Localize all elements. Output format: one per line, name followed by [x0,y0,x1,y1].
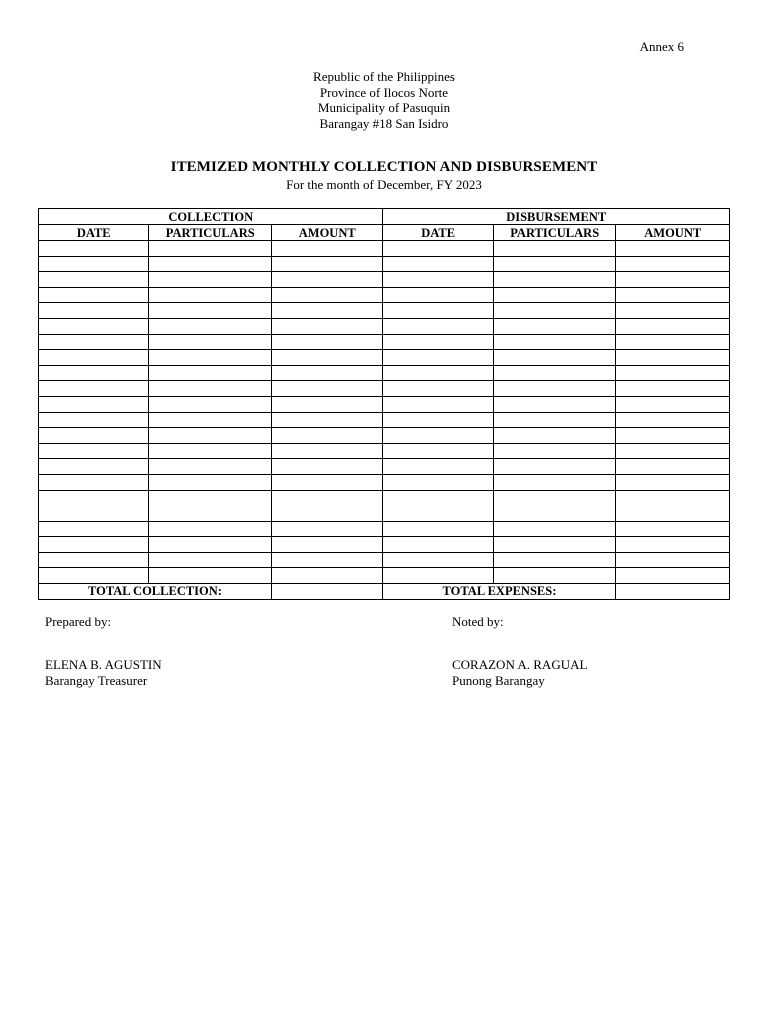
disbursement-amount-cell[interactable] [616,350,730,366]
table-row [39,443,730,459]
collection-particulars-cell[interactable] [149,521,272,537]
collection-amount-cell[interactable] [271,350,382,366]
collection-amount-cell[interactable] [271,365,382,381]
collection-particulars-cell[interactable] [149,552,272,568]
disbursement-date-cell[interactable] [383,459,493,475]
collection-date-cell[interactable] [39,537,149,553]
collection-particulars-cell[interactable] [149,428,272,444]
disbursement-particulars-cell[interactable] [493,521,616,537]
disbursement-date-cell[interactable] [383,303,493,319]
noted-by-name: CORAZON A. RAGUAL [452,657,588,672]
collection-date-cell[interactable] [39,428,149,444]
collection-disbursement-table [38,208,730,600]
disbursement-date-cell[interactable] [383,443,493,459]
disbursement-date-cell[interactable] [383,256,493,272]
collection-date-cell[interactable] [39,381,149,397]
disbursement-particulars-cell[interactable] [493,412,616,428]
disbursement-date-cell[interactable] [383,428,493,444]
table-row [39,396,730,412]
disbursement-date-cell[interactable] [383,490,493,521]
table-row [39,568,730,584]
table-row [39,256,730,272]
table-row [39,241,730,257]
collection-particulars-cell[interactable] [149,272,272,288]
disbursement-amount-cell[interactable] [616,396,730,412]
disbursement-particulars-cell[interactable] [493,568,616,584]
disbursement-date-cell[interactable] [383,412,493,428]
disbursement-amount-cell[interactable] [616,241,730,257]
disbursement-amount-cell[interactable] [616,303,730,319]
disbursement-date-cell[interactable] [383,272,493,288]
table-row [39,474,730,490]
disbursement-amount-cell[interactable] [616,521,730,537]
disbursement-particulars-cell[interactable] [493,303,616,319]
table-row [39,303,730,319]
collection-amount-cell[interactable] [271,318,382,334]
disbursement-date-cell[interactable] [383,334,493,350]
col-header-collection-amount: AMOUNT [271,225,382,241]
column-header-row [39,225,730,241]
collection-amount-cell[interactable] [271,412,382,428]
disbursement-particulars-cell[interactable] [493,334,616,350]
disbursement-particulars-cell[interactable] [493,459,616,475]
document-title: ITEMIZED MONTHLY COLLECTION AND DISBURSEMENT [170,159,598,175]
collection-particulars-cell[interactable] [149,241,272,257]
prepared-by-label: Prepared by: [45,614,112,629]
disbursement-date-cell[interactable] [383,318,493,334]
collection-amount-cell[interactable] [271,256,382,272]
disbursement-amount-cell[interactable] [616,490,730,521]
collection-amount-cell[interactable] [271,490,382,521]
collection-date-cell[interactable] [39,318,149,334]
collection-particulars-cell[interactable] [149,287,272,303]
collection-particulars-cell[interactable] [149,381,272,397]
collection-amount-cell[interactable] [271,552,382,568]
collection-particulars-cell[interactable] [149,318,272,334]
disbursement-particulars-cell[interactable] [493,241,616,257]
collection-particulars-cell[interactable] [149,396,272,412]
noted-by-title: Punong Barangay [452,673,545,688]
disbursement-particulars-cell[interactable] [493,428,616,444]
col-header-collection-particulars: PARTICULARS [149,225,272,241]
collection-date-cell[interactable] [39,443,149,459]
group-header-row [39,209,730,225]
disbursement-particulars-cell[interactable] [493,537,616,553]
collection-date-cell[interactable] [39,272,149,288]
document-subtitle: For the month of December, FY 2023 [286,177,482,192]
disbursement-particulars-cell[interactable] [493,272,616,288]
collection-particulars-cell[interactable] [149,412,272,428]
letterhead-barangay: Barangay #18 San Isidro [319,115,449,131]
noted-by-signatory [452,657,587,689]
disbursement-amount-cell[interactable] [616,365,730,381]
disbursement-amount-cell[interactable] [616,537,730,553]
col-header-disbursement-particulars: PARTICULARS [493,225,616,241]
disbursement-amount-cell[interactable] [616,443,730,459]
disbursement-particulars-cell[interactable] [493,287,616,303]
table-row [39,318,730,334]
collection-group-header: COLLECTION [39,209,383,225]
table-row [39,287,730,303]
collection-amount-cell[interactable] [271,474,382,490]
collection-date-cell[interactable] [39,459,149,475]
collection-amount-cell[interactable] [271,537,382,553]
disbursement-amount-cell[interactable] [616,287,730,303]
disbursement-group-header: DISBURSEMENT [383,209,730,225]
collection-date-cell[interactable] [39,412,149,428]
disbursement-particulars-cell[interactable] [493,396,616,412]
collection-particulars-cell[interactable] [149,490,272,521]
disbursement-particulars-cell[interactable] [493,490,616,521]
collection-amount-cell[interactable] [271,381,382,397]
collection-date-cell[interactable] [39,287,149,303]
disbursement-amount-cell[interactable] [616,272,730,288]
disbursement-particulars-cell[interactable] [493,381,616,397]
collection-particulars-cell[interactable] [149,537,272,553]
prepared-by-signatory [45,657,162,689]
collection-date-cell[interactable] [39,303,149,319]
collection-date-cell[interactable] [39,241,149,257]
table-row [39,381,730,397]
table-row [39,459,730,475]
disbursement-date-cell[interactable] [383,381,493,397]
collection-amount-cell[interactable] [271,568,382,584]
disbursement-amount-cell[interactable] [616,474,730,490]
disbursement-particulars-cell[interactable] [493,365,616,381]
disbursement-amount-cell[interactable] [616,428,730,444]
disbursement-amount-cell[interactable] [616,459,730,475]
table-row [39,334,730,350]
total-expenses-label: TOTAL EXPENSES: [383,583,616,599]
disbursement-particulars-cell[interactable] [493,552,616,568]
collection-amount-cell[interactable] [271,428,382,444]
disbursement-date-cell[interactable] [383,568,493,584]
collection-date-cell[interactable] [39,365,149,381]
table-row [39,521,730,537]
collection-amount-cell[interactable] [271,272,382,288]
table-row [39,272,730,288]
disbursement-date-cell[interactable] [383,241,493,257]
disbursement-date-cell[interactable] [383,287,493,303]
letterhead [0,69,768,131]
collection-particulars-cell[interactable] [149,334,272,350]
collection-amount-cell[interactable] [271,334,382,350]
collection-particulars-cell[interactable] [149,256,272,272]
table-body [39,241,730,584]
collection-amount-cell[interactable] [271,443,382,459]
collection-particulars-cell[interactable] [149,459,272,475]
disbursement-amount-cell[interactable] [616,552,730,568]
disbursement-particulars-cell[interactable] [493,443,616,459]
disbursement-date-cell[interactable] [383,552,493,568]
totals-row [39,583,730,599]
table-row [39,365,730,381]
collection-amount-cell[interactable] [271,459,382,475]
collection-particulars-cell[interactable] [149,350,272,366]
letterhead-municipality: Municipality of Pasuquin [317,100,451,115]
collection-date-cell[interactable] [39,256,149,272]
total-expenses-cell[interactable] [616,583,730,599]
disbursement-amount-cell[interactable] [616,334,730,350]
collection-date-cell[interactable] [39,350,149,366]
disbursement-amount-cell[interactable] [616,256,730,272]
collection-particulars-cell[interactable] [149,568,272,584]
collection-amount-cell[interactable] [271,521,382,537]
collection-date-cell[interactable] [39,396,149,412]
disbursement-particulars-cell[interactable] [493,350,616,366]
annex-label: Annex 6 [639,39,684,54]
collection-particulars-cell[interactable] [149,474,272,490]
collection-date-cell[interactable] [39,474,149,490]
collection-amount-cell[interactable] [271,287,382,303]
table-row [39,537,730,553]
total-collection-cell[interactable] [271,583,382,599]
disbursement-particulars-cell[interactable] [493,318,616,334]
disbursement-date-cell[interactable] [383,396,493,412]
disbursement-date-cell[interactable] [383,365,493,381]
disbursement-particulars-cell[interactable] [493,256,616,272]
col-header-collection-date: DATE [39,225,149,241]
disbursement-amount-cell[interactable] [616,568,730,584]
collection-amount-cell[interactable] [271,303,382,319]
col-header-disbursement-date: DATE [383,225,493,241]
collection-amount-cell[interactable] [271,396,382,412]
col-header-disbursement-amount: AMOUNT [616,225,730,241]
disbursement-date-cell[interactable] [383,350,493,366]
disbursement-date-cell[interactable] [383,537,493,553]
table-row [39,552,730,568]
table-row [39,428,730,444]
table-row [39,490,730,521]
disbursement-date-cell[interactable] [383,521,493,537]
collection-date-cell[interactable] [39,552,149,568]
collection-date-cell[interactable] [39,334,149,350]
noted-by-label: Noted by: [452,614,504,629]
disbursement-amount-cell[interactable] [616,318,730,334]
disbursement-date-cell[interactable] [383,474,493,490]
collection-particulars-cell[interactable] [149,443,272,459]
prepared-by-name: ELENA B. AGUSTIN [45,657,162,672]
disbursement-particulars-cell[interactable] [493,474,616,490]
disbursement-amount-cell[interactable] [616,412,730,428]
table-row [39,350,730,366]
letterhead-country: Republic of the Philippines [313,69,455,84]
collection-date-cell[interactable] [39,490,149,521]
collection-date-cell[interactable] [39,521,149,537]
collection-particulars-cell[interactable] [149,365,272,381]
prepared-by-title: Barangay Treasurer [45,673,148,688]
letterhead-province: Province of Ilocos Norte [319,84,449,100]
total-collection-label: TOTAL COLLECTION: [39,583,272,599]
collection-date-cell[interactable] [39,568,149,584]
collection-particulars-cell[interactable] [149,303,272,319]
disbursement-amount-cell[interactable] [616,381,730,397]
table-row [39,412,730,428]
collection-amount-cell[interactable] [271,241,382,257]
